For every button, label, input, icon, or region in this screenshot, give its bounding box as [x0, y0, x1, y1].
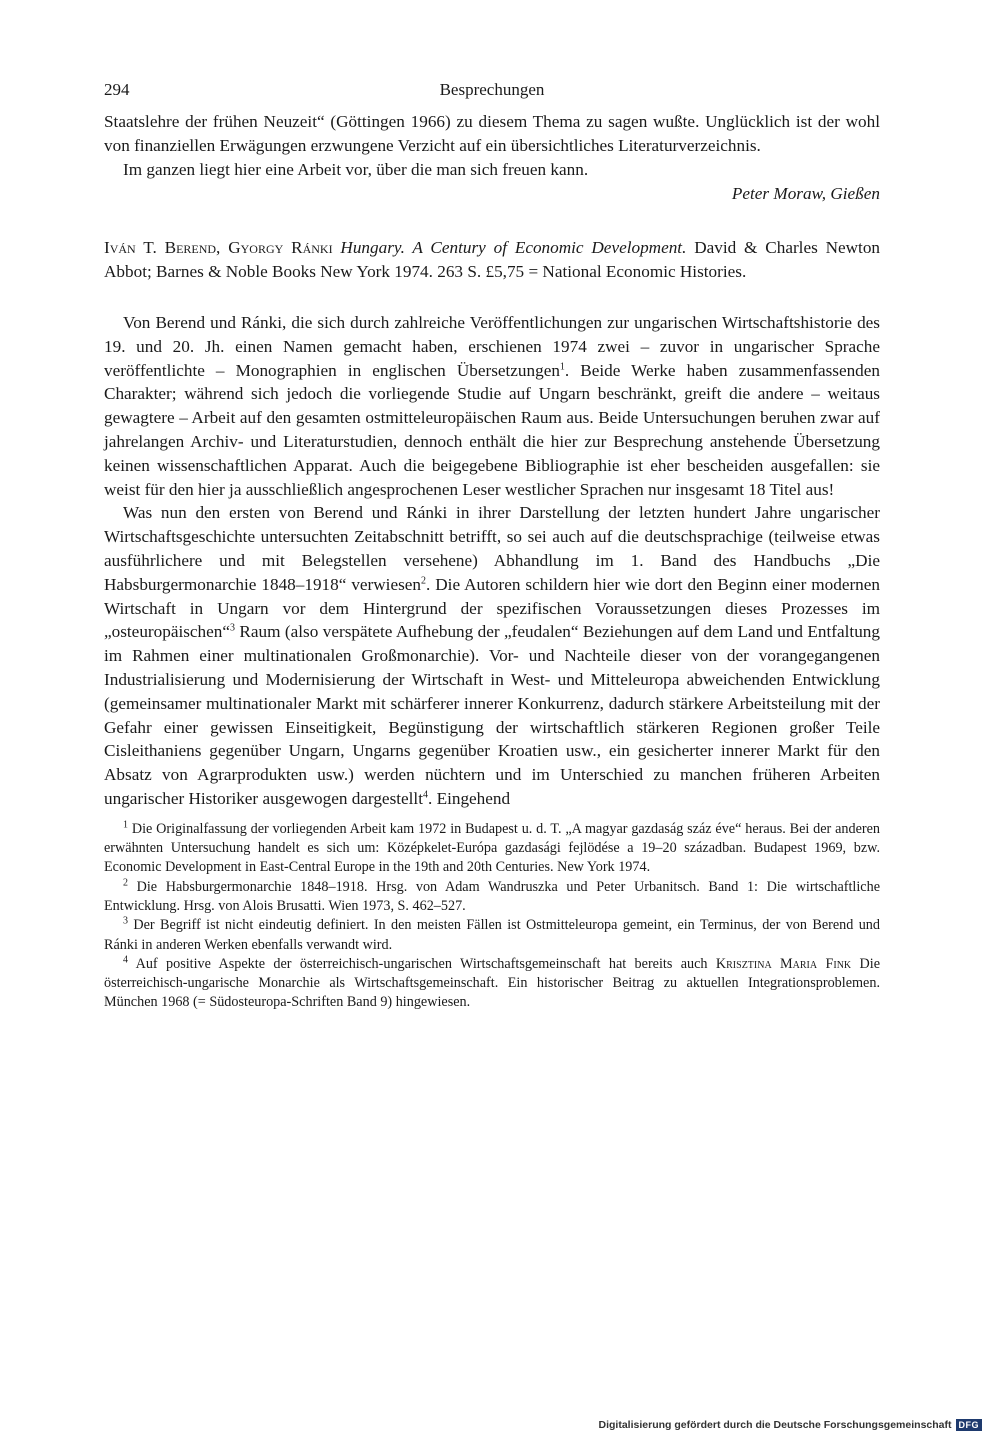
- footnote: [104, 878, 880, 917]
- footnote-author: Krisztina Maria Fink: [715, 955, 852, 972]
- footnote-text: Auf positive Aspekte der österreichisch-ungarischen Wirtschaftsgemeinschaft hat bereits auch: [135, 955, 708, 972]
- citation-authors: Iván T. Berend, Gyorgy Ránki: [104, 238, 333, 258]
- text-run: . Eingehend: [427, 788, 511, 808]
- footnote-ref: 1: [559, 360, 565, 372]
- document-page: [104, 80, 880, 1013]
- footnote-number: 2: [123, 876, 128, 888]
- page-number: 294: [104, 80, 130, 99]
- footnote-text: Die Originalfassung der vorliegenden Arbeit kam 1972 in Budapest u. d. T. „A magyar gazdaság száz éve“ heraus. Bei der anderen erwähnten Untersuchung handelt es sich um: Középkelet-Európa gazdasági fejlödése a 19–20 században. Budapest 1969, bzw. Economic Development in East-Central Europe in the 19th and 20th Centuries. New York 1974.: [104, 820, 880, 876]
- footnote: [104, 820, 880, 878]
- footnote-number: 4: [123, 954, 128, 966]
- review-body: [104, 311, 880, 811]
- text-run: Von Berend und Ránki, die sich durch zahlreiche Veröffentlichungen zur ungarischen Wirtschaftshistorie des 19. und 20. Jh. einen Namen gemacht haben, erschienen 1974 zwei – zuvor in ungarischer Sprache veröffentlichte – Monographien in englischen Übersetzungen: [104, 312, 880, 380]
- text-run: . Die Autoren schildern hier wie dort den Beginn einer modernen Wirtschaft in Ungarn vor dem Hintergrund der spezifischen Voraussetzungen dieses Prozesses im „osteuropäischen“: [104, 574, 880, 642]
- paragraph: [104, 501, 880, 810]
- text-run: . Beide Werke haben zusammenfassenden Charakter; während sich jedoch die vorliegende Studie auf Ungarn beschränkt, greift die andere – weitaus gewagtere – Arbeit auf den gesamten ostmitteleuropäischen Raum aus. Beide Untersuchungen beruhen zwar auf jahrelangen Archiv- und Literaturstudien, dennoch enthält die hier zur Besprechung anstehende Übersetzung keinen wissenschaftlichen Apparat. Auch die beigegebene Bibliographie ist eher bescheiden ausgefallen: sie weist für den hier ja ausschließlich angesprochenen Leser westlicher Sprachen nur insgesamt 18 Titel aus!: [104, 360, 880, 499]
- running-head: Besprechungen: [439, 80, 545, 99]
- footnote: [104, 955, 880, 1013]
- dfg-logo-icon: DFG: [956, 1419, 983, 1431]
- digitization-footer: [599, 1419, 982, 1431]
- footnote-text: Die Habsburgermonarchie 1848–1918. Hrsg. von Adam Wandruszka und Peter Urbanitsch. Band 1: Die wirtschaftliche Entwicklung. Hrsg. von Alois Brusatti. Wien 1973, S. 462–527.: [104, 878, 880, 914]
- previous-review-end: [104, 110, 880, 206]
- page-header: [104, 80, 880, 110]
- footnote: [104, 916, 880, 955]
- paragraph: Staatslehre der frühen Neuzeit“ (Göttingen 1966) zu diesem Thema zu sagen wußte. Unglücklich ist der wohl von finanziellen Erwägungen erzwungene Verzicht auf ein übersichtliches Literaturverzeichnis.: [104, 112, 880, 155]
- paragraph: Im ganzen liegt hier eine Arbeit vor, über die man sich freuen kann.: [123, 159, 589, 179]
- footnote-text: Der Begriff ist nicht eindeutig definiert. In den meisten Fällen ist Ostmitteleuropa gemeint, ein Terminus, der von Berend und Ránki in anderen Werken ebenfalls verwandt wird.: [104, 917, 880, 953]
- citation-details: David & Charles Newton Abbot; Barnes & Noble Books New York 1974. 263 S. £5,75 = National Economic Histories.: [104, 238, 881, 282]
- footer-text: Digitalisierung gefördert durch die Deutsche Forschungsgemeinschaft: [598, 1419, 952, 1431]
- book-citation: [104, 236, 880, 284]
- footnote-number: 3: [123, 915, 128, 927]
- text-run: Raum (also verspätete Aufhebung der „feudalen“ Beziehungen auf dem Land und Entfaltung im Rahmen einer multinationalen Großmonarchie). Vor- und Nachteile dieser von der vorangegangenen Industrialisierung und Modernisierung der Wirtschaft in West- und Mitteleuropa abweichenden Entwicklung (gemeinsamer multinationaler Markt mit schärferer innerer Konkurrenz, dadurch stärkere Arbeitsteilung mit der Gefahr einer gewissen Einseitigkeit, Begünstigung der wirtschaftlich stärkeren Regionen großer Teile Cisleithaniens gegenüber Ungarn, Ungarns gegenüber Kroatien usw., ein gesicherter innerer Markt für den Absatz von Agrarprodukten usw.) werden nüchtern und im Unterschied zu manchen früheren Arbeiten ungarischer Historiker ausgewogen dargestellt: [104, 622, 880, 808]
- citation-title: Hungary. A Century of Economic Development.: [340, 238, 687, 258]
- footnote-ref: 4: [422, 789, 428, 801]
- footnote-ref: 3: [230, 622, 235, 634]
- reviewer-signature: Peter Moraw, Gießen: [731, 184, 880, 204]
- paragraph: [104, 311, 880, 501]
- footnote-ref: 2: [421, 575, 426, 587]
- footnote-number: 1: [123, 818, 128, 830]
- text-run: Was nun den ersten von Berend und Ránki in ihrer Darstellung der letzten hundert Jahre ungarischer Wirtschaftsgeschichte untersuchten Zeitabschnitt betrifft, so sei auch auf die deutschsprachige (teilweise etwas ausführlichere und mit Belegstellen versehene) Abhandlung im 1. Band des Handbuchs „Die Habsburgermonarchie 1848–1918“ verwiesen: [104, 503, 880, 594]
- footnotes: [104, 820, 880, 1013]
- footnote-text: Die österreichisch-ungarische Monarchie als Wirtschaftsgemeinschaft. Ein historischer Beitrag zu aktuellen Integrationsproblemen. München 1968 (= Südosteuropa-Schriften Band 9) hingewiesen.: [104, 955, 881, 1011]
